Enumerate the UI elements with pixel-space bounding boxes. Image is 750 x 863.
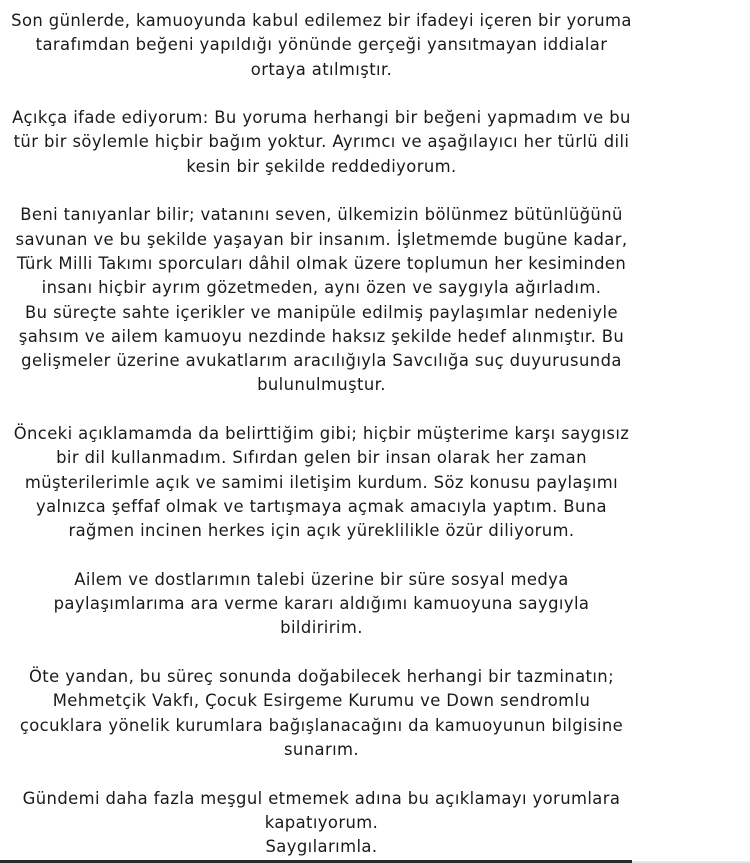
paragraph-line: ortaya atılmıştır. [250,59,393,79]
paragraph-line: insanı hiçbir ayrım gözetmeden, aynı özen ve saygıyla ağırladım. [41,278,602,298]
paragraph-line: tür bir söylemle hiçbir bağım yoktur. Ayrımcı ve aşağılayıcı her türlü dili [13,132,630,152]
paragraph-line: savunan ve bu şekilde yaşayan bir insanım. İşletmemde bugüne kadar, [15,229,628,249]
paragraph-line: yalnızca şeffaf olmak ve tartışmaya açmak amacıyla yaptım. Buna [36,496,607,516]
paragraph-line: Önceki açıklamamda da belirttiğim gibi; hiçbir müşterime karşı saygısız [13,424,630,444]
paragraph-line: Gündemi daha fazla meşgul etmemek adına bu açıklamayı yorumlara [22,788,621,808]
paragraph-line: Beni tanıyanlar bilir; vatanını seven, ülkemizin bölünmez bütünlüğünü [20,205,623,225]
paragraph-line: Öte yandan, bu süreç sonunda doğabilecek herhangi bir tazminatın; [28,667,615,687]
paragraph-line: Son günlerde, kamuoyunda kabul edilemez bir ifadeyi içeren bir yoruma [11,11,632,30]
statement-paragraph-1 [0,9,643,82]
statement-paragraph-6 [0,665,643,762]
paragraph-spacer [0,544,643,568]
statement-paragraph-7 [0,787,643,860]
paragraph-line: sunarım. [283,739,360,759]
paragraph-spacer [0,398,643,422]
paragraph-spacer [0,82,643,106]
statement-paragraph-4 [0,422,643,543]
statement-paragraph-2 [0,106,643,179]
paragraph-line: gelişmeler üzerine avukatlarım aracılığıyla Savcılığa suç duyurusunda [21,351,622,371]
paragraph-line: şahsım ve ailem kamuoyu nezdinde haksız şekilde hedef alınmıştır. Bu [18,326,625,346]
paragraph-line: Ailem ve dostlarımın talebi üzerine bir süre sosyal medya [74,569,569,589]
paragraph-line: Açıkça ifade ediyorum: Bu yoruma herhangi bir beğeni yapmadım ve bu [12,108,631,128]
paragraph-line: kesin bir şekilde reddediyorum. [186,156,457,176]
paragraph-line: tarafımdan beğeni yapıldığı yönünde gerçeği yansıtmayan iddialar [35,35,608,55]
paragraph-line: paylaşımlarıma ara verme kararı aldığımı kamuoyuna saygıyla [53,594,590,614]
paragraph-spacer [0,179,643,203]
signoff-line: Saygılarımla. [265,837,378,857]
paragraph-line: çocuklara yönelik kurumlara bağışlanacağını da kamuoyunun bilgisine [19,715,624,735]
paragraph-line: Bu süreçte sahte içerikler ve manipüle edilmiş paylaşımlar nedeniyle [25,302,618,322]
paragraph-line: bir dil kullanmadım. Sıfırdan gelen bir insan olarak her zaman [56,448,587,468]
statement-paragraph-5 [0,568,643,641]
statement-paragraph-3 [0,203,643,397]
paragraph-line: Türk Milli Takımı sporcuları dâhil olmak üzere toplumun her kesiminden [16,253,627,273]
paragraph-spacer [0,641,643,665]
paragraph-line: Mehmetçik Vakfı, Çocuk Esirgeme Kurumu ve Down sendromlu [52,691,591,711]
statement-text [0,9,643,859]
paragraph-line: bildiririm. [280,618,363,638]
paragraph-line: bulunulmuştur. [257,375,386,395]
paragraph-spacer [0,762,643,786]
paragraph-line: kapatıyorum. [264,812,379,832]
paragraph-line: müşterilerimle açık ve samimi iletişim kurdum. Söz konusu paylaşımı [24,472,619,492]
paragraph-line: rağmen incinen herkes için açık yüreklilikle özür diliyorum. [68,521,575,541]
